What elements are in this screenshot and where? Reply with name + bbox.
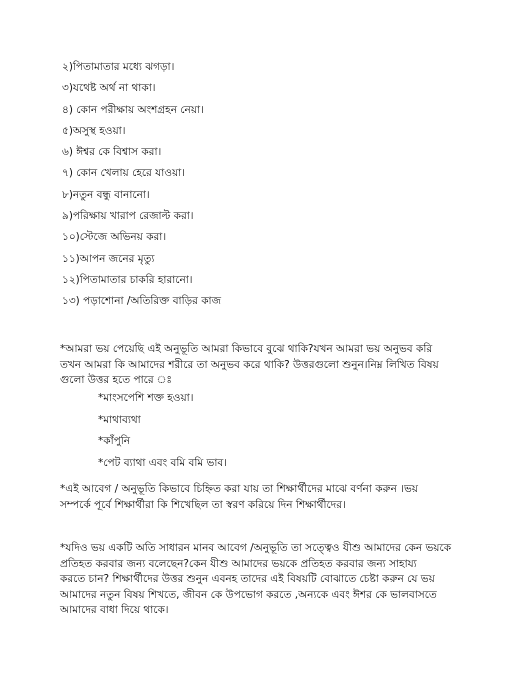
list-item: ১৩) পড়াশোনা /অতিরিক্ত বাড়ির কাজ xyxy=(62,295,221,308)
list-item: *কাঁপুনি xyxy=(98,435,131,447)
list-item: ৯)পরিক্ষায় খারাপ রেজাল্ট করা। xyxy=(62,210,194,223)
list-item: ৩)যথেষ্ট অর্থ না থাকা। xyxy=(62,82,156,95)
paragraph-line: *এই আবেগ / অনুভূতি কিভাবে চিহ্নিত করা যায় তা শিক্ষার্থীদের মাঝে বর্ণনা করুন ।ভয় xyxy=(60,483,418,495)
paragraph-line: *আমরা ভয় পেয়েছি এই অনুভূতি আমরা কিভাবে বুঝে থাকি?যখন আমরা ভয় অনুভব করি xyxy=(60,343,433,355)
list-item: ১১)আপন জনের মৃত্যু xyxy=(62,252,155,265)
paragraph-line: তখন আমরা কি আমাদের শরীরে তা অনুভব করে থাকি? উত্তরগুলো শুনুন।নিম্ন লিখিত বিষয় xyxy=(60,358,439,371)
symptoms-list xyxy=(98,391,227,477)
list-item: ৭) কোন খেলায় হেরে যাওয়া। xyxy=(62,167,185,180)
paragraph-line: করতে চান? শিক্ষার্থীদের উত্তর শুনুন এবনহ তাদের এই বিষয়টি বোঝাতে চেষ্টা করুন যে ভয় xyxy=(60,573,435,585)
list-item: ১০)স্টেজে অভিনয় করা। xyxy=(62,231,167,244)
paragraph-line: *যদিও ভয় একটি অতি সাধারন মানব আবেগ /অনুভূতি তা সত্ত্বেও যীশু আমাদের কেন ভয়কে xyxy=(60,542,452,554)
instruction-paragraph xyxy=(60,482,480,513)
list-item: *মাথাব্যথা xyxy=(98,413,141,426)
fear-reasons-list xyxy=(62,60,492,316)
list-item: ৫)অসুস্থ হওয়া। xyxy=(62,124,126,137)
paragraph-line: আমাদের বাধা দিয়ে থাকে। xyxy=(60,604,169,616)
paragraph-line: গুলো উত্তর হতে পারে ঃ xyxy=(60,374,172,386)
list-item: *মাংসপেশি শক্ত হওয়া। xyxy=(98,392,194,404)
paragraph-line: সম্পর্কে পূর্বে শিক্ষার্থীরা কি শিখেছিল তা স্বরণ করিয়ে দিন শিক্ষার্থীদের। xyxy=(60,498,346,511)
list-item: ১২)পিতামাতার চাকরি হারানো। xyxy=(62,273,193,286)
closing-paragraph xyxy=(60,541,480,619)
paragraph-line: প্রতিহত করবার জন্য বলেছেন?কেন যীশু আমাদের ভয়কে প্রতিহত করবার জন্য সাহায্য xyxy=(60,557,417,570)
paragraph-line: আমাদের নতুন বিষয় শিখতে, জীবন কে উপভোগ করতে ,অন্যকে এবং ঈশর কে ভালবাসতে xyxy=(60,588,437,601)
list-item: ৪) কোন পরীক্ষায় অংশগ্রহন নেয়া। xyxy=(62,103,204,116)
list-item: ৬) ঈশ্বর কে বিশ্বাস করা। xyxy=(62,146,162,159)
question-paragraph xyxy=(60,342,480,389)
list-item: *পেট ব্যাথা এবং বমি বমি ভাব। xyxy=(98,456,227,469)
list-item: ৮)নতুন বন্ধু বানানো। xyxy=(62,188,150,201)
list-item: ২)পিতামাতার মধ্যে ঝগড়া। xyxy=(62,61,175,73)
